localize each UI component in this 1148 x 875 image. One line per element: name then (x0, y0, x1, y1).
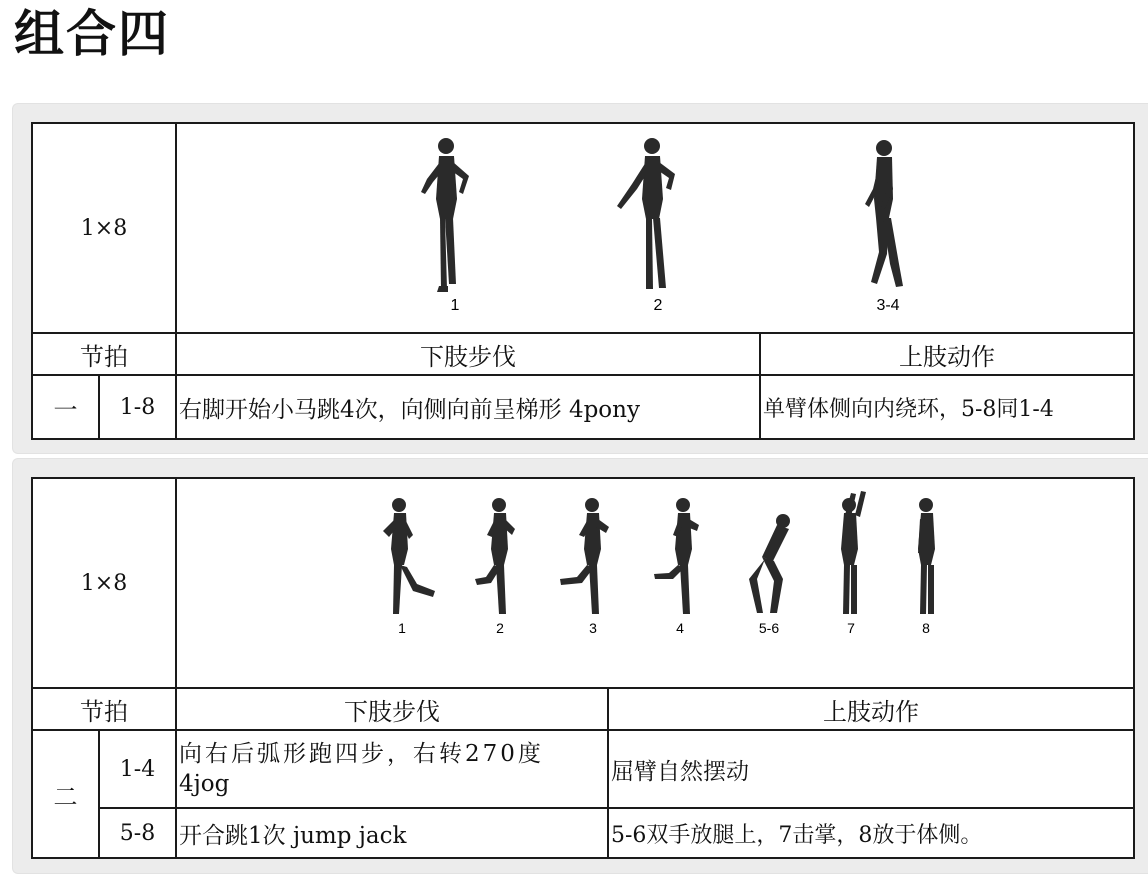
row-beat-1: 1-4 (119, 756, 156, 782)
figure-label-3: 3 (589, 620, 597, 636)
row-lower: 右脚开始小马跳4次，向侧向前呈梯形 4pony (179, 396, 640, 423)
dancer-figure-5-6 (749, 514, 790, 613)
header-beat: 节拍 (80, 342, 128, 371)
dancer-figure-1 (421, 138, 469, 292)
header-upper: 上肢动作 (899, 342, 995, 371)
dancer-figure-7 (841, 491, 866, 614)
row-upper: 单臂体侧向内绕环，5-8同1-4 (763, 396, 1054, 422)
pose-figures (177, 479, 1133, 687)
group-label: 二 (53, 782, 78, 811)
figure-label-3: 3-4 (876, 297, 900, 314)
count-label: 1×8 (80, 215, 128, 241)
move-table-1 (31, 122, 1135, 440)
row-lower-1-line1: 向右后弧形跑四步，右转270度 (179, 741, 544, 767)
figure-label-7: 8 (922, 620, 930, 636)
count-label: 1×8 (80, 570, 128, 596)
dancer-figure-4 (654, 498, 699, 614)
figure-label-6: 7 (847, 620, 855, 636)
row-beat-2: 5-8 (119, 820, 156, 846)
figure-label-5: 5-6 (758, 620, 780, 636)
row-beat: 1-8 (119, 394, 156, 420)
row-lower-1-line2: 4jog (179, 771, 230, 797)
header-lower: 下肢步伐 (420, 342, 516, 371)
pose-figures (177, 124, 1133, 332)
dancer-figure-2 (475, 498, 515, 614)
figure-label-1: 1 (398, 620, 406, 636)
header-lower: 下肢步伐 (344, 697, 440, 726)
dancer-figure-3-4 (865, 140, 903, 287)
header-beat: 节拍 (80, 697, 128, 726)
figure-label-1: 1 (450, 297, 460, 314)
page-title: 组合四 (14, 5, 170, 63)
figure-label-2: 2 (496, 620, 504, 636)
row-lower-1 (179, 731, 607, 807)
combo-card-2 (12, 458, 1148, 874)
combo-card-1 (12, 103, 1148, 454)
move-table-2 (31, 477, 1135, 859)
dancer-figure-1 (383, 498, 435, 614)
figure-label-4: 4 (676, 620, 684, 636)
group-label: 一 (53, 395, 78, 424)
dancer-figure-2 (617, 138, 675, 289)
figure-label-2: 2 (653, 297, 663, 314)
row-lower-2: 开合跳1次 jump jack (179, 822, 407, 849)
dancer-figure-3 (560, 498, 609, 614)
row-upper-2: 5-6双手放腿上，7击掌，8放于体侧。 (611, 822, 983, 848)
row-upper-1: 屈臂自然摆动 (611, 758, 749, 785)
dancer-figure-8 (918, 498, 935, 614)
header-upper: 上肢动作 (823, 697, 919, 726)
